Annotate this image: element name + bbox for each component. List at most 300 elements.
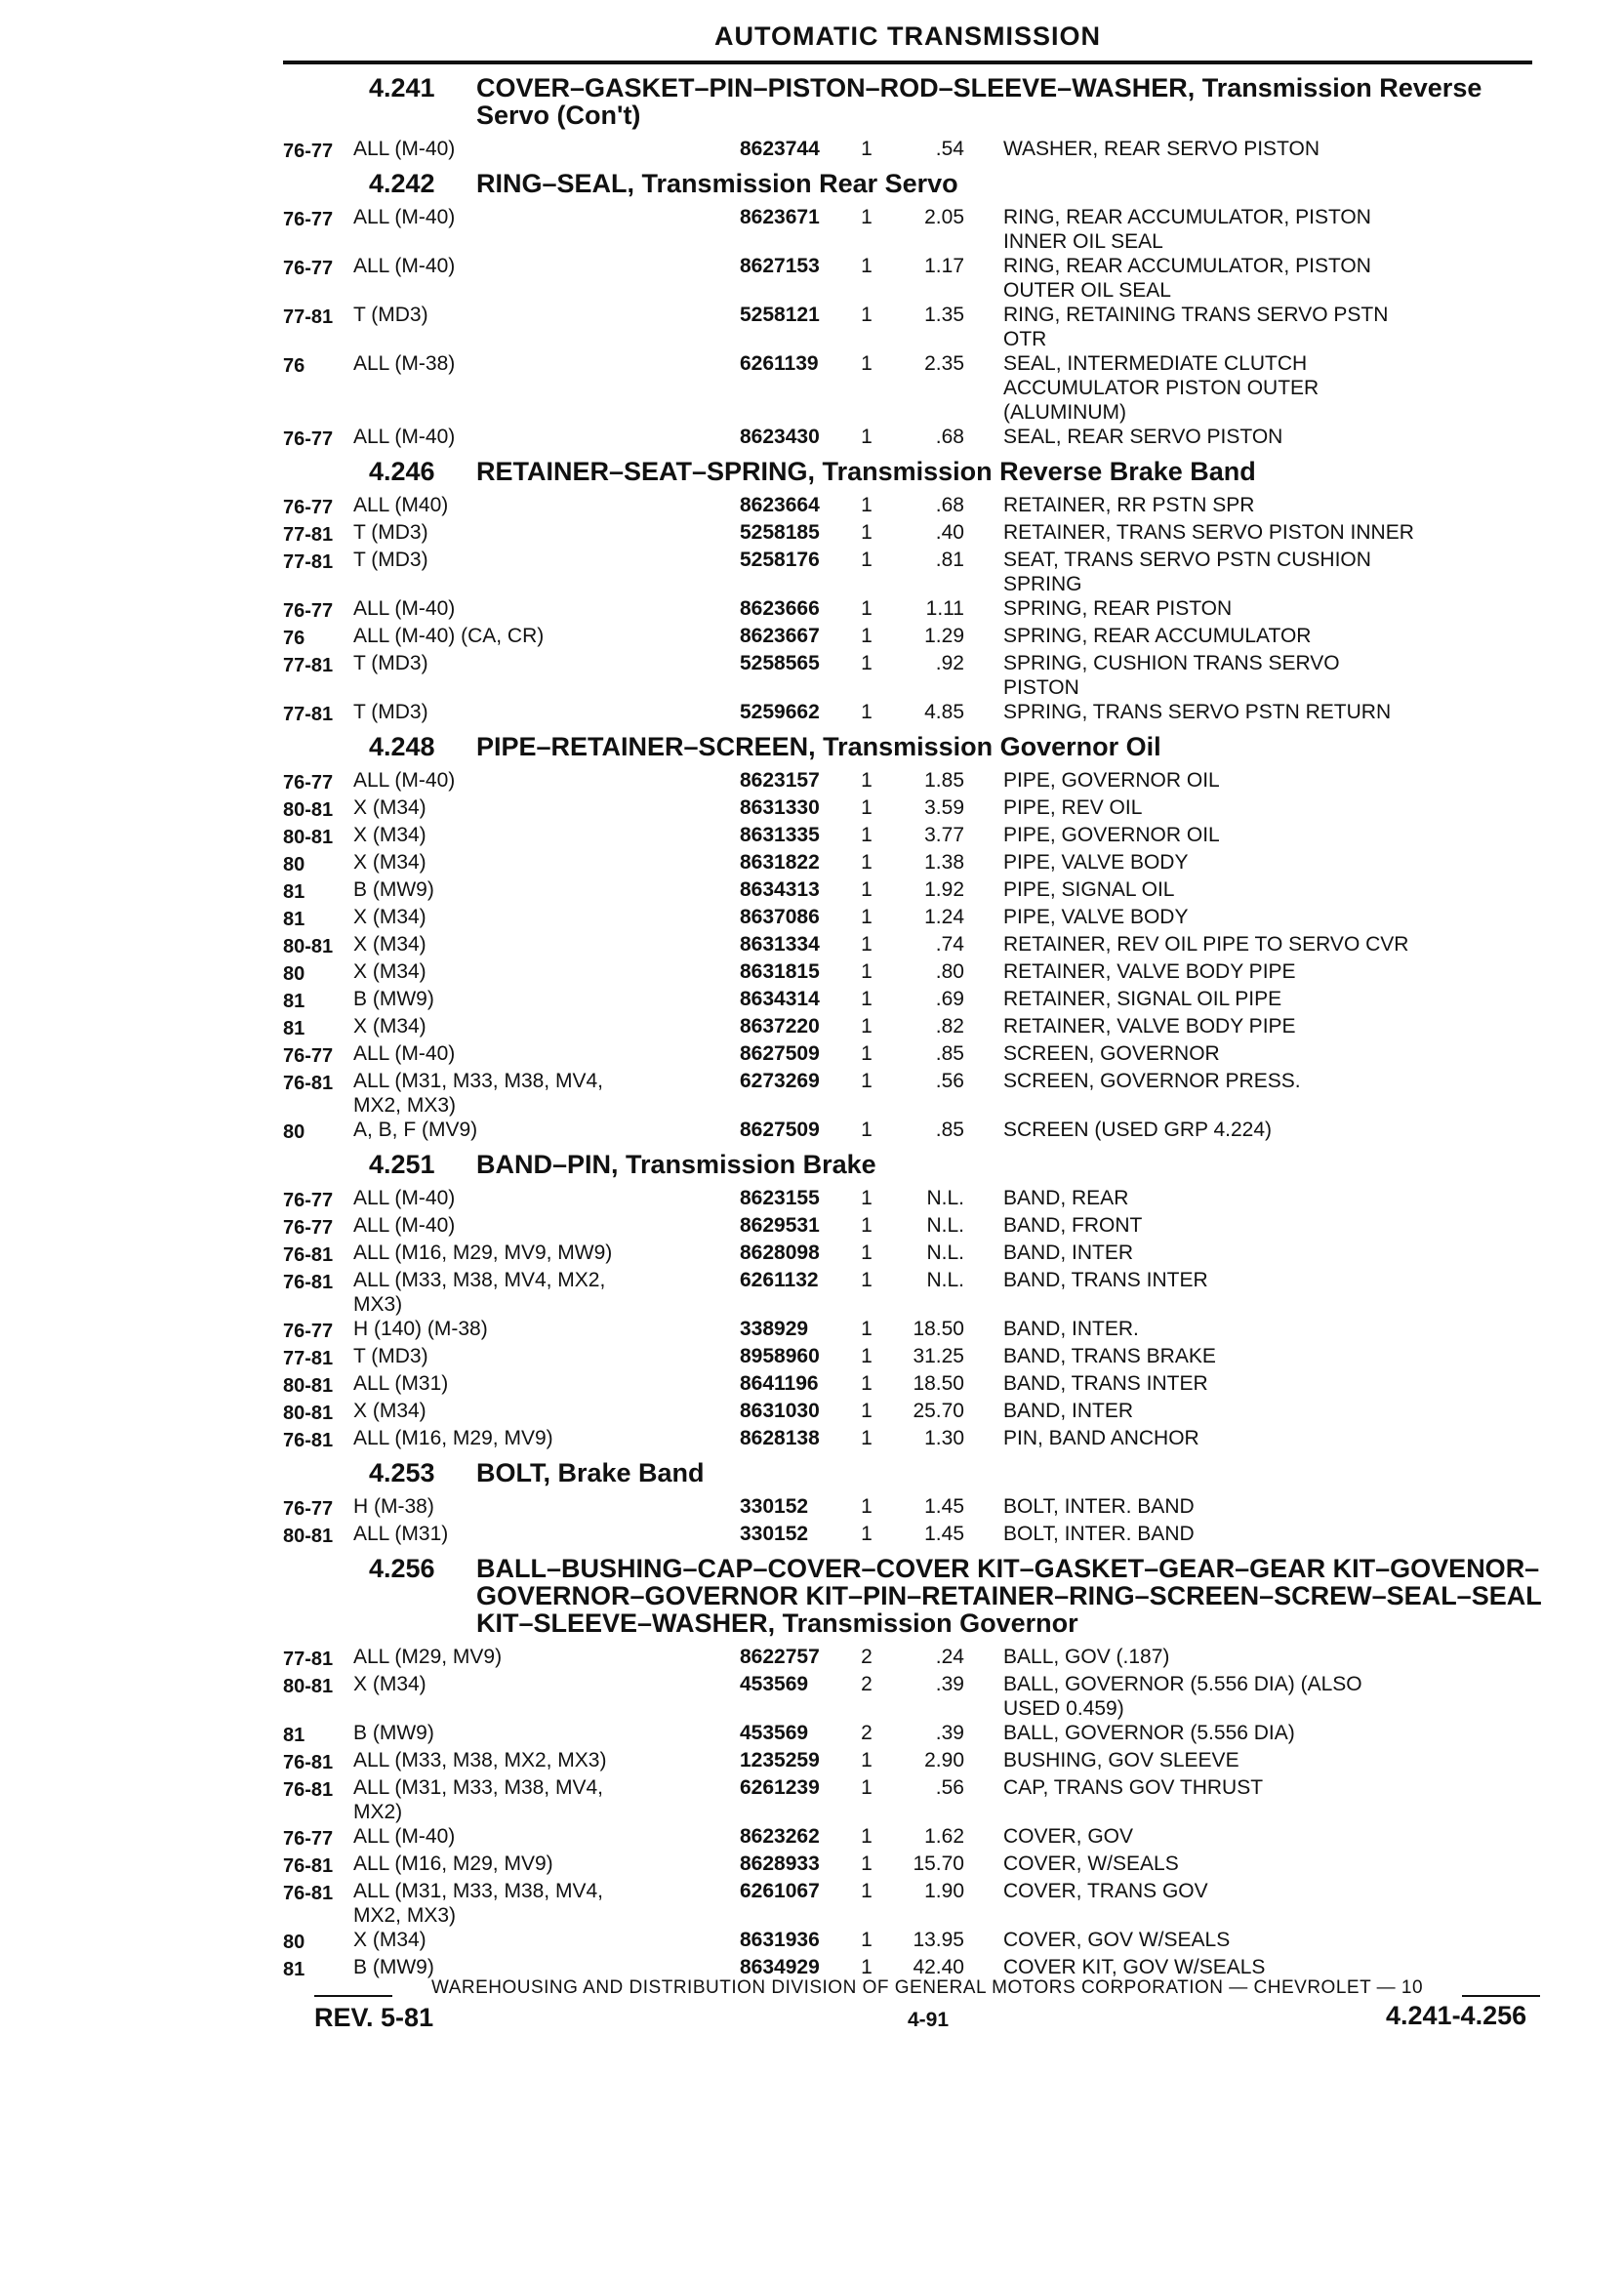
part-row — [283, 877, 1542, 905]
year-range: 77-81 — [283, 655, 334, 676]
model-code: X (M34) — [353, 1673, 426, 1695]
section-header — [283, 733, 1542, 760]
section-number: 4.248 — [369, 732, 435, 761]
year-range: 76 — [283, 628, 305, 649]
part-description: WASHER, REAR SERVO PISTON — [1003, 138, 1320, 160]
model-code: T (MD3) — [353, 521, 428, 544]
part-row — [283, 1268, 1542, 1317]
part-description: PIPE, GOVERNOR OIL — [1003, 824, 1220, 846]
year-range: 76 — [283, 355, 305, 377]
year-range: 81 — [283, 881, 305, 903]
part-row — [283, 1775, 1542, 1824]
model-code: ALL (M31) — [353, 1523, 449, 1545]
year-range: 76-81 — [283, 1752, 334, 1773]
price: 31.25 — [913, 1345, 964, 1367]
quantity: 1 — [861, 1749, 873, 1771]
model-code: H (M-38) — [353, 1495, 434, 1518]
part-description: BAND, REAR — [1003, 1187, 1129, 1209]
model-code: ALL (M16, M29, MV9, MW9) — [353, 1242, 613, 1264]
model-code: ALL (M16, M29, MV9) — [353, 1427, 553, 1449]
model-code: T (MD3) — [353, 652, 428, 674]
price: 2.05 — [924, 206, 964, 228]
model-code: X (M34) — [353, 906, 426, 928]
price: 4.85 — [924, 701, 964, 723]
section — [283, 1555, 1542, 1982]
price: .39 — [935, 1673, 964, 1695]
year-range: 76-77 — [283, 600, 334, 622]
part-description: SPRING, TRANS SERVO PSTN RETURN — [1003, 701, 1392, 723]
part-row — [283, 303, 1542, 351]
part-number: 8623664 — [740, 494, 820, 516]
part-number: 8631822 — [740, 851, 820, 874]
model-code: T (MD3) — [353, 549, 428, 571]
part-row — [283, 1721, 1542, 1748]
model-code: X (M34) — [353, 1929, 426, 1951]
year-range: 77-81 — [283, 306, 334, 328]
section-title: PIPE–RETAINER–SCREEN, Transmission Governor Oil — [476, 732, 1161, 761]
price: 1.92 — [924, 878, 964, 901]
year-range: 76-81 — [283, 1430, 334, 1451]
model-code: A, B, F (MV9) — [353, 1119, 478, 1141]
price: 3.59 — [924, 796, 964, 819]
model-code: X (M34) — [353, 1400, 426, 1422]
part-number: 5258185 — [740, 521, 820, 544]
part-row — [283, 1069, 1542, 1118]
part-number: 8628098 — [740, 1242, 820, 1264]
part-row — [283, 823, 1542, 850]
quantity: 1 — [861, 1427, 873, 1449]
page-title: AUTOMATIC TRANSMISSION — [714, 21, 1101, 51]
year-range: 76-77 — [283, 428, 334, 450]
year-range: 76-77 — [283, 497, 334, 518]
price: 1.85 — [924, 769, 964, 792]
model-code: ALL (M-40) — [353, 255, 456, 277]
part-description: RING, REAR ACCUMULATOR, PISTON INNER OIL SEAL — [1003, 206, 1371, 253]
part-number: 8634929 — [740, 1956, 820, 1978]
price: 1.29 — [924, 625, 964, 647]
part-row — [283, 850, 1542, 877]
model-code: X (M34) — [353, 933, 426, 956]
header-rule — [283, 61, 1532, 64]
model-code: T (MD3) — [353, 304, 428, 326]
part-description: BAND, INTER — [1003, 1242, 1134, 1264]
part-description: BUSHING, GOV SLEEVE — [1003, 1749, 1239, 1771]
year-range: 80 — [283, 963, 305, 985]
model-code: ALL (M31, M33, M38, MV4, MX2) — [353, 1776, 603, 1823]
part-description: SPRING, REAR PISTON — [1003, 597, 1233, 620]
part-row — [283, 1494, 1542, 1522]
part-row — [283, 1522, 1542, 1549]
quantity: 1 — [861, 1776, 873, 1799]
section-title: COVER–GASKET–PIN–PISTON–ROD–SLEEVE–WASHER, Transmission Reverse Servo (Con't) — [476, 73, 1482, 130]
model-code: ALL (M-38) — [353, 352, 456, 375]
price: 42.40 — [913, 1956, 964, 1978]
part-number: 6261132 — [740, 1269, 819, 1291]
part-row — [283, 1824, 1542, 1852]
part-description: RETAINER, VALVE BODY PIPE — [1003, 1015, 1296, 1038]
part-description: BAND, FRONT — [1003, 1214, 1143, 1237]
section-title: BOLT, Brake Band — [476, 1458, 705, 1487]
section-number: 4.246 — [369, 457, 435, 486]
section-header — [283, 1555, 1542, 1637]
part-description: PIPE, VALVE BODY — [1003, 906, 1189, 928]
price: 2.35 — [924, 352, 964, 375]
parts-list — [283, 68, 1542, 1982]
quantity: 1 — [861, 1495, 873, 1518]
quantity: 1 — [861, 933, 873, 956]
year-range: 76-81 — [283, 1779, 334, 1801]
year-range: 80-81 — [283, 1403, 334, 1424]
quantity: 1 — [861, 1318, 873, 1340]
part-description: SCREEN, GOVERNOR PRESS. — [1003, 1070, 1301, 1092]
model-code: ALL (M-40) — [353, 769, 456, 792]
year-range: 81 — [283, 1725, 305, 1746]
part-description: PIPE, GOVERNOR OIL — [1003, 769, 1220, 792]
model-code: T (MD3) — [353, 701, 428, 723]
part-number: 8958960 — [740, 1345, 820, 1367]
part-description: RETAINER, RR PSTN SPR — [1003, 494, 1255, 516]
price: .68 — [935, 426, 964, 448]
quantity: 1 — [861, 352, 873, 375]
quantity: 1 — [861, 1929, 873, 1951]
price: N.L. — [926, 1214, 964, 1237]
quantity: 1 — [861, 701, 873, 723]
part-row — [283, 520, 1542, 548]
part-description: BAND, INTER — [1003, 1400, 1134, 1422]
year-range: 80 — [283, 1121, 305, 1143]
model-code: B (MW9) — [353, 1956, 434, 1978]
section-number: 4.256 — [369, 1554, 435, 1583]
footer-line: WAREHOUSING AND DISTRIBUTION DIVISION OF GENERAL MOTORS CORPORATION — CHEVROLET — 10 — [430, 1977, 1424, 1998]
quantity: 1 — [861, 1345, 873, 1367]
model-code: ALL (M-40) — [353, 138, 456, 160]
section-header — [283, 1151, 1542, 1178]
price: 1.45 — [924, 1495, 964, 1518]
part-number: 8623666 — [740, 597, 820, 620]
part-number: 6273269 — [740, 1070, 820, 1092]
part-row — [283, 493, 1542, 520]
part-row — [283, 1344, 1542, 1371]
price: .74 — [935, 933, 964, 956]
part-row — [283, 1928, 1542, 1955]
model-code: ALL (M-40) — [353, 206, 456, 228]
year-range: 76-81 — [283, 1073, 334, 1094]
part-description: SEAL, REAR SERVO PISTON — [1003, 426, 1283, 448]
quantity: 1 — [861, 1214, 873, 1237]
part-description: PIN, BAND ANCHOR — [1003, 1427, 1199, 1449]
model-code: B (MW9) — [353, 1722, 434, 1744]
section-number: 4.251 — [369, 1150, 435, 1179]
section — [283, 74, 1542, 164]
quantity: 1 — [861, 255, 873, 277]
part-row — [283, 624, 1542, 651]
part-row — [283, 768, 1542, 795]
year-range: 76-77 — [283, 1190, 334, 1211]
quantity: 1 — [861, 824, 873, 846]
part-description: COVER, GOV W/SEALS — [1003, 1929, 1231, 1951]
year-range: 80 — [283, 854, 305, 875]
model-code: X (M34) — [353, 960, 426, 983]
part-row — [283, 548, 1542, 596]
quantity: 1 — [861, 769, 873, 792]
year-range: 76-77 — [283, 141, 334, 162]
part-description: RETAINER, VALVE BODY PIPE — [1003, 960, 1296, 983]
quantity: 2 — [861, 1673, 873, 1695]
year-range: 80-81 — [283, 1526, 334, 1547]
price: .85 — [935, 1119, 964, 1141]
part-description: RING, RETAINING TRANS SERVO PSTN OTR — [1003, 304, 1389, 350]
model-code: T (MD3) — [353, 1345, 428, 1367]
quantity: 1 — [861, 878, 873, 901]
section-number: 4.242 — [369, 169, 435, 198]
part-number: 453569 — [740, 1722, 809, 1744]
part-row — [283, 1241, 1542, 1268]
part-row — [283, 651, 1542, 700]
quantity: 1 — [861, 304, 873, 326]
price: .24 — [935, 1646, 964, 1668]
quantity: 1 — [861, 851, 873, 874]
price: 1.17 — [924, 255, 964, 277]
part-row — [283, 1852, 1542, 1879]
part-row — [283, 700, 1542, 727]
model-code: X (M34) — [353, 796, 426, 819]
year-range: 81 — [283, 909, 305, 930]
year-range: 81 — [283, 991, 305, 1012]
price: 1.24 — [924, 906, 964, 928]
year-range: 77-81 — [283, 524, 334, 546]
part-number: 5258176 — [740, 549, 820, 571]
footer-rule-right — [1462, 1995, 1540, 1997]
part-description: SPRING, CUSHION TRANS SERVO PISTON — [1003, 652, 1340, 699]
part-description: SEAT, TRANS SERVO PSTN CUSHION SPRING — [1003, 549, 1371, 595]
part-number: 330152 — [740, 1495, 809, 1518]
year-range: 77-81 — [283, 551, 334, 573]
part-number: 8631330 — [740, 796, 820, 819]
part-row — [283, 1186, 1542, 1213]
year-range: 81 — [283, 1959, 305, 1980]
year-range: 81 — [283, 1018, 305, 1039]
price: .69 — [935, 988, 964, 1010]
section — [283, 170, 1542, 452]
quantity: 1 — [861, 206, 873, 228]
part-row — [283, 1118, 1542, 1145]
price: .80 — [935, 960, 964, 983]
part-description: COVER, GOV — [1003, 1825, 1134, 1848]
model-code: X (M34) — [353, 824, 426, 846]
part-row — [283, 905, 1542, 932]
model-code: ALL (M29, MV9) — [353, 1646, 503, 1668]
section-header — [283, 170, 1542, 197]
part-number: 5259662 — [740, 701, 820, 723]
quantity: 2 — [861, 1722, 873, 1744]
year-range: 76-81 — [283, 1883, 334, 1904]
part-row — [283, 1014, 1542, 1041]
part-number: 8627509 — [740, 1042, 820, 1065]
part-row — [283, 1672, 1542, 1721]
price: N.L. — [926, 1187, 964, 1209]
part-number: 8628933 — [740, 1852, 820, 1875]
price: 2.90 — [924, 1749, 964, 1771]
part-description: COVER, W/SEALS — [1003, 1852, 1179, 1875]
part-row — [283, 1317, 1542, 1344]
part-number: 8631334 — [740, 933, 820, 956]
part-number: 8622757 — [740, 1646, 820, 1668]
revision-label: REV. 5-81 — [314, 2003, 434, 2032]
model-code: ALL (M40) — [353, 494, 449, 516]
part-number: 8623262 — [740, 1825, 820, 1848]
section-header — [283, 74, 1542, 129]
part-description: BALL, GOVERNOR (5.556 DIA) — [1003, 1722, 1295, 1744]
price: .68 — [935, 494, 964, 516]
part-row — [283, 1399, 1542, 1426]
part-row — [283, 987, 1542, 1014]
model-code: X (M34) — [353, 851, 426, 874]
year-range: 76-77 — [283, 1217, 334, 1239]
section — [283, 733, 1542, 1145]
part-row — [283, 1645, 1542, 1672]
quantity: 1 — [861, 1015, 873, 1038]
part-number: 8627153 — [740, 255, 820, 277]
price: 1.11 — [925, 597, 964, 620]
price: 18.50 — [913, 1372, 964, 1395]
part-description: BAND, TRANS BRAKE — [1003, 1345, 1216, 1367]
part-row — [283, 1748, 1542, 1775]
model-code: B (MW9) — [353, 988, 434, 1010]
part-row — [283, 254, 1542, 303]
section-number: 4.253 — [369, 1458, 435, 1487]
part-number: 8631335 — [740, 824, 820, 846]
year-range: 77-81 — [283, 1348, 334, 1369]
price: 1.38 — [924, 851, 964, 874]
quantity: 1 — [861, 906, 873, 928]
model-code: ALL (M31, M33, M38, MV4, MX2, MX3) — [353, 1070, 603, 1117]
quantity: 1 — [861, 138, 873, 160]
year-range: 76-77 — [283, 772, 334, 794]
quantity: 1 — [861, 426, 873, 448]
part-description: BOLT, INTER. BAND — [1003, 1523, 1195, 1545]
part-description: BAND, INTER. — [1003, 1318, 1139, 1340]
quantity: 1 — [861, 960, 873, 983]
quantity: 1 — [861, 796, 873, 819]
part-description: RETAINER, TRANS SERVO PISTON INNER — [1003, 521, 1414, 544]
part-number: 8623155 — [740, 1187, 820, 1209]
part-number: 1235259 — [740, 1749, 820, 1771]
price: .92 — [935, 652, 964, 674]
part-description: BAND, TRANS INTER — [1003, 1372, 1208, 1395]
section-number: 4.241 — [369, 73, 435, 102]
section — [283, 1151, 1542, 1453]
section — [283, 1459, 1542, 1549]
part-number: 8637086 — [740, 906, 820, 928]
part-number: 330152 — [740, 1523, 809, 1545]
model-code: ALL (M-40) — [353, 1187, 456, 1209]
part-row — [283, 1213, 1542, 1241]
price: .39 — [935, 1722, 964, 1744]
year-range: 80-81 — [283, 799, 334, 821]
part-row — [283, 137, 1542, 164]
quantity: 1 — [861, 988, 873, 1010]
section-header — [283, 1459, 1542, 1486]
price: .54 — [935, 138, 964, 160]
part-description: CAP, TRANS GOV THRUST — [1003, 1776, 1264, 1799]
year-range: 76-81 — [283, 1272, 334, 1293]
quantity: 1 — [861, 1852, 873, 1875]
part-description: RING, REAR ACCUMULATOR, PISTON OUTER OIL SEAL — [1003, 255, 1371, 302]
price: .56 — [935, 1776, 964, 1799]
price: .85 — [935, 1042, 964, 1065]
price: 3.77 — [924, 824, 964, 846]
section-title: RETAINER–SEAT–SPRING, Transmission Reverse Brake Band — [476, 457, 1256, 486]
model-code: ALL (M-40) — [353, 1825, 456, 1848]
part-number: 5258121 — [740, 304, 820, 326]
year-range: 76-77 — [283, 258, 334, 279]
section-title: RING–SEAL, Transmission Rear Servo — [476, 169, 958, 198]
model-code: ALL (M31) — [353, 1372, 449, 1395]
part-number: 338929 — [740, 1318, 809, 1340]
quantity: 1 — [861, 1956, 873, 1978]
section — [283, 458, 1542, 727]
part-number: 8623157 — [740, 769, 820, 792]
part-description: SEAL, INTERMEDIATE CLUTCH ACCUMULATOR PISTON OUTER (ALUMINUM) — [1003, 352, 1320, 424]
part-row — [283, 1879, 1542, 1928]
year-range: 76-77 — [283, 1045, 334, 1067]
quantity: 1 — [861, 1042, 873, 1065]
quantity: 1 — [861, 1400, 873, 1422]
part-number: 8631030 — [740, 1400, 820, 1422]
model-code: ALL (M16, M29, MV9) — [353, 1852, 553, 1875]
year-range: 76-81 — [283, 1244, 334, 1266]
year-range: 80 — [283, 1932, 305, 1953]
quantity: 1 — [861, 1825, 873, 1848]
part-number: 8623667 — [740, 625, 820, 647]
year-range: 76-81 — [283, 1855, 334, 1877]
quantity: 2 — [861, 1646, 873, 1668]
part-description: PIPE, SIGNAL OIL — [1003, 878, 1175, 901]
price: 13.95 — [913, 1929, 964, 1951]
part-description: RETAINER, REV OIL PIPE TO SERVO CVR — [1003, 933, 1409, 956]
quantity: 1 — [861, 1880, 873, 1902]
part-description: COVER KIT, GOV W/SEALS — [1003, 1956, 1266, 1978]
section-header — [283, 458, 1542, 485]
part-number: 8623744 — [740, 138, 820, 160]
model-code: ALL (M-40) — [353, 597, 456, 620]
part-number: 8629531 — [740, 1214, 820, 1237]
part-row — [283, 351, 1542, 425]
model-code: ALL (M33, M38, MV4, MX2, MX3) — [353, 1269, 606, 1316]
part-number: 8628138 — [740, 1427, 820, 1449]
price: 1.35 — [924, 304, 964, 326]
quantity: 1 — [861, 625, 873, 647]
year-range: 76-77 — [283, 1321, 334, 1342]
quantity: 1 — [861, 494, 873, 516]
year-range: 80-81 — [283, 1375, 334, 1397]
part-row — [283, 596, 1542, 624]
section-title: BALL–BUSHING–CAP–COVER–COVER KIT–GASKET–GEAR–GEAR KIT–GOVENOR–GOVERNOR–GOVERNOR KIT–PIN–RETAINER–RING–SCREEN–SCREW–SEAL–SEAL KIT–SLEEVE–WASHER, Transmission Governor — [476, 1554, 1542, 1638]
part-number: 6261067 — [740, 1880, 820, 1902]
model-code: ALL (M-40) (CA, CR) — [353, 625, 545, 647]
part-number: 8641196 — [740, 1372, 819, 1395]
price: .56 — [935, 1070, 964, 1092]
part-row — [283, 1041, 1542, 1069]
part-description: PIPE, VALVE BODY — [1003, 851, 1189, 874]
part-number: 8637220 — [740, 1015, 820, 1038]
price: .82 — [935, 1015, 964, 1038]
part-number: 8623430 — [740, 426, 820, 448]
price: 15.70 — [913, 1852, 964, 1875]
part-row — [283, 1371, 1542, 1399]
price: 25.70 — [913, 1400, 964, 1422]
part-row — [283, 959, 1542, 987]
